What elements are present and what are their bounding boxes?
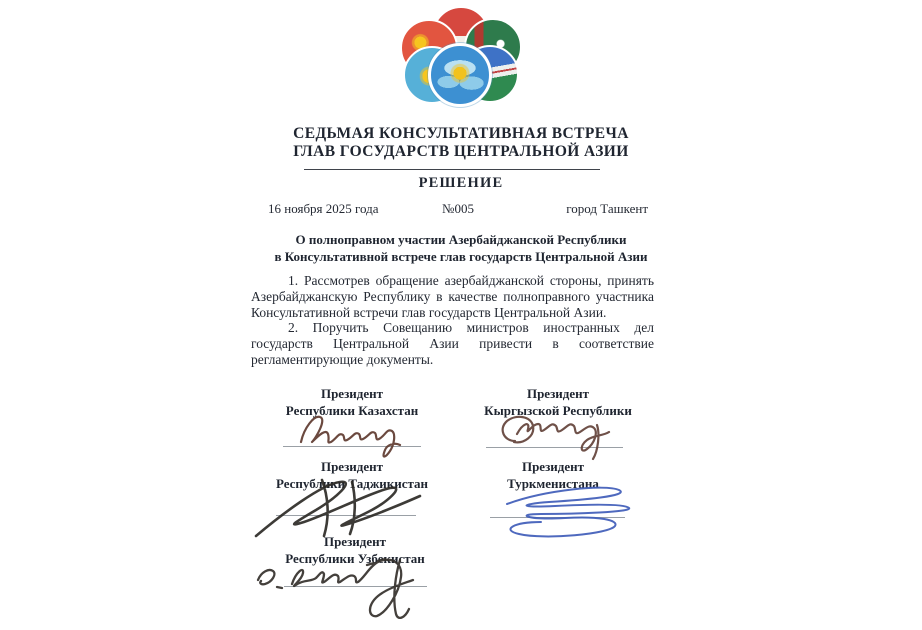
document-type-heading: РЕШЕНИЕ <box>418 175 504 191</box>
signatory-country: Республики Узбекистан <box>285 550 425 566</box>
central-asia-summit-emblem-icon <box>399 6 523 114</box>
document-meta-row <box>261 201 653 217</box>
meeting-title-line1: СЕДЬМАЯ КОНСУЛЬТАТИВНАЯ ВСТРЕЧА <box>293 125 629 142</box>
signatory-country: Кыргызской Республики <box>484 402 632 418</box>
signatory-role: Президент <box>521 459 585 474</box>
body-paragraph-1: 1. Рассмотрев обращение азербайджанской стороны, принять Азербайджанскую Республику в качестве полноправного участника Консультативной встречи глав государств Центральной Азии. <box>251 273 654 320</box>
signatory-role: Президент <box>320 459 384 474</box>
body-paragraph-2: 2. Поручить Совещанию министров иностранных дел государств Центральной Азии привести в соответствие регламентирующие документы. <box>251 320 654 367</box>
signature-block-turkmenistan <box>443 459 663 492</box>
signature-block-kyrgyzstan <box>448 386 668 419</box>
signatory-role: Президент <box>320 386 384 401</box>
document-place: город Ташкент <box>566 201 648 216</box>
signature-block-tajikistan <box>242 459 462 492</box>
signature-line-uzbekistan <box>284 586 427 587</box>
signature-line-tajikistan <box>276 515 416 516</box>
meeting-title-line2: ГЛАВ ГОСУДАРСТВ ЦЕНТРАЛЬНОЙ АЗИИ <box>293 142 629 160</box>
document-date: 16 ноября 2025 года <box>268 201 379 216</box>
signatory-country: Республики Казахстан <box>285 402 419 418</box>
document-number: №005 <box>442 201 474 216</box>
document-subject-line1: О полноправном участии Азербайджанской Республики <box>295 232 627 247</box>
signatory-role: Президент <box>323 534 387 549</box>
signatory-role: Президент <box>526 386 590 401</box>
document-subject-line2: в Консультативной встрече глав государств Центральной Азии <box>274 249 648 264</box>
document-subject <box>0 231 922 265</box>
document-body <box>251 273 654 368</box>
signature-block-kazakhstan <box>242 386 462 419</box>
signature-line-kyrgyzstan <box>486 447 623 448</box>
signature-block-uzbekistan <box>245 534 465 567</box>
header-divider <box>304 169 600 170</box>
signature-line-turkmenistan <box>490 517 625 518</box>
globe-sun-icon <box>428 43 492 107</box>
signatory-country: Республики Таджикистан <box>275 475 429 491</box>
signatory-country: Туркменистана <box>507 475 599 491</box>
meeting-title <box>0 125 922 160</box>
signature-line-kazakhstan <box>283 446 421 447</box>
